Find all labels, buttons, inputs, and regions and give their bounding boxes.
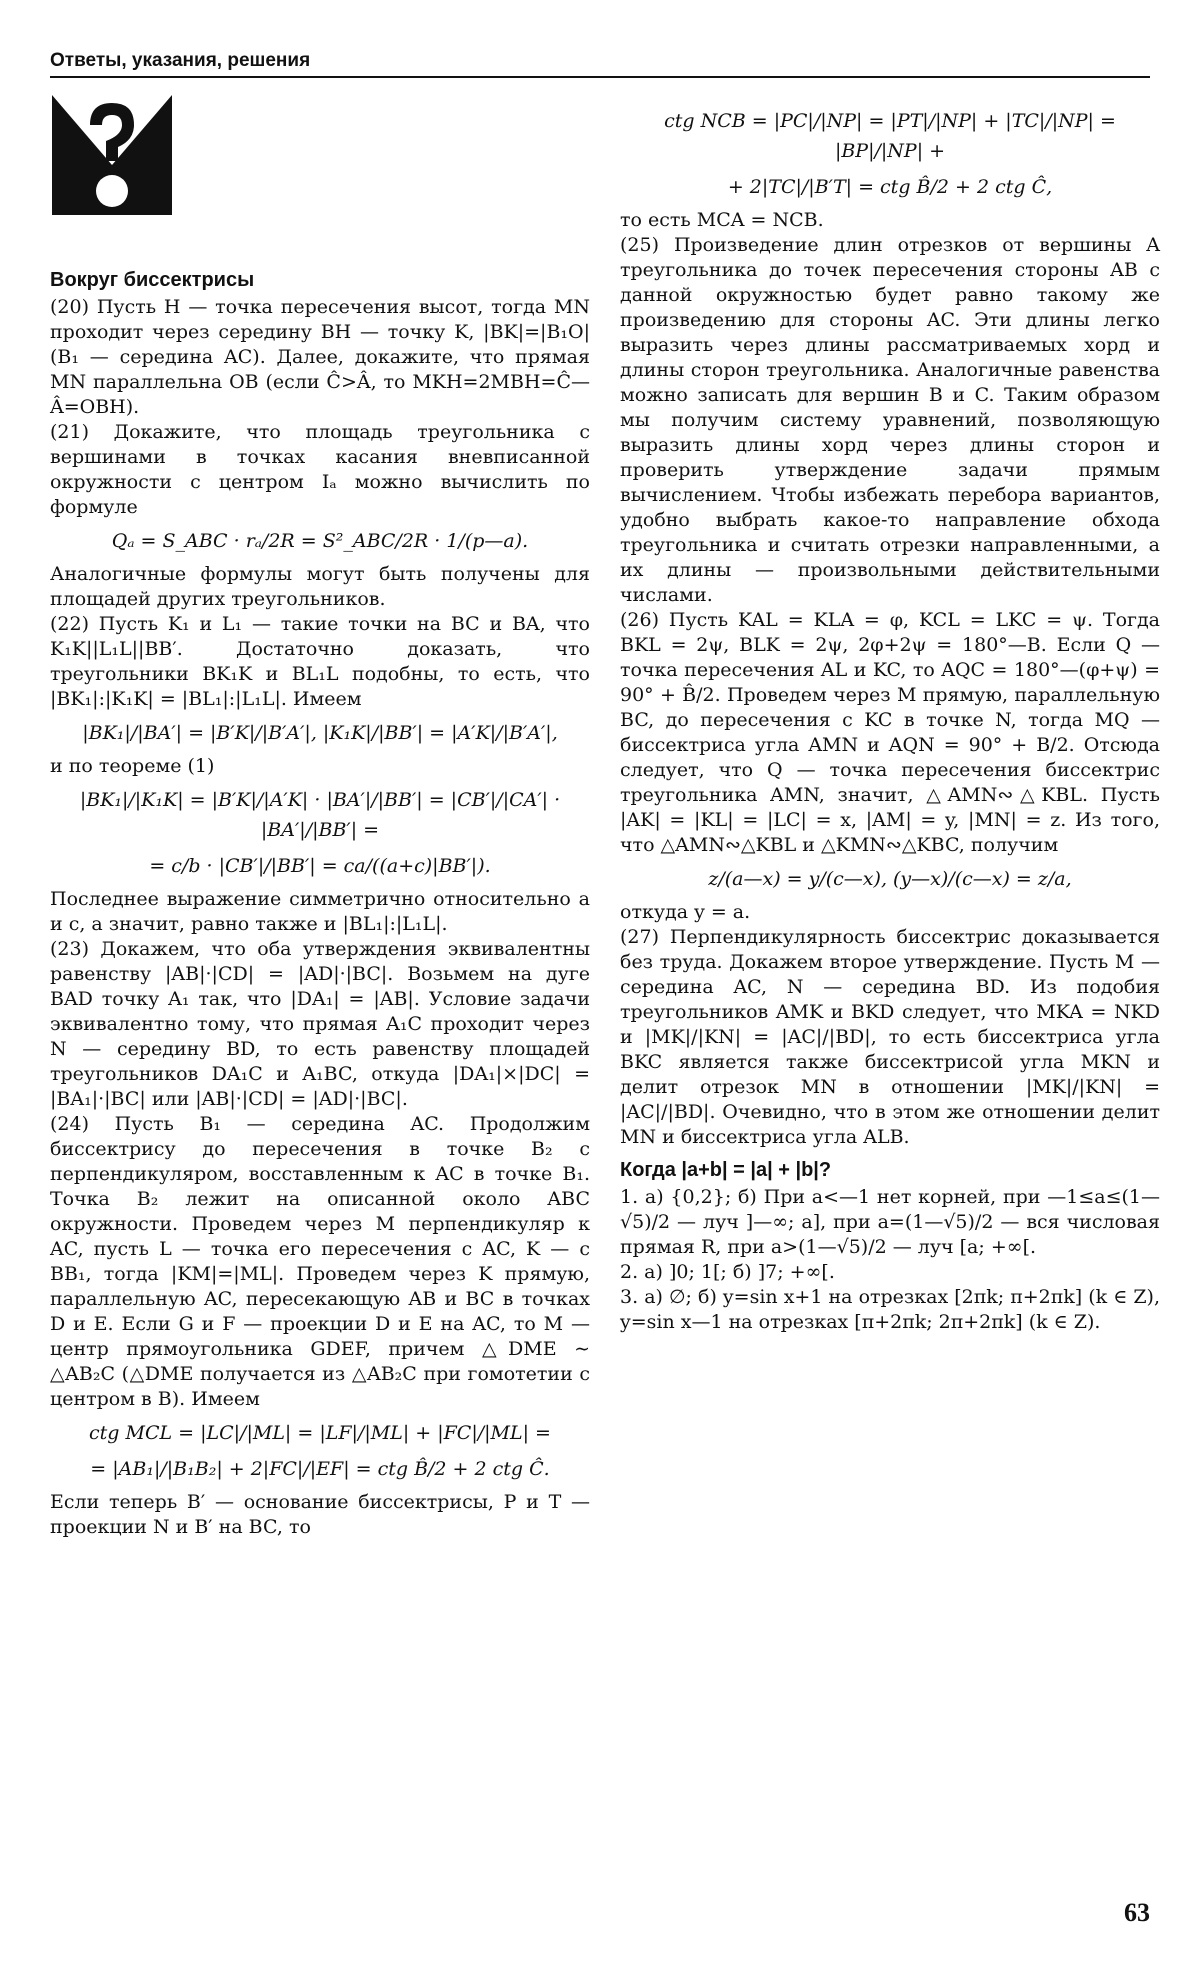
answer-22: (22) Пусть K₁ и L₁ — такие точки на BC и BA, что K₁K||L₁L||BB′. Достаточно доказать, что треугольники BK₁K и BL₁L подобны, то есть, что |BK₁|:|K₁K| = |BL₁|:|L₁L|. Имеем	[50, 613, 590, 710]
answer-24: (24) Пусть B₁ — середина AC. Продолжим биссектрису до пересечения в точке B₂ с перпендикуляром, восставленным к AC в точке B₁. Точка B₂ лежит на описанной около ABC окружности. Проведем через M перпендикуляр к AC, пусть L — точка его пересечения с AC, K — с BB₁, тогда |KM|=|ML|. Проведем через K прямую, параллельную AC, пересекающую AB и BC в точках D и E. Если G и F — проекции D и E на AC, то M — центр прямоугольника GDEF, причем △DME ∼ △AB₂C (△DME получается из △AB₂C при гомотетии с центром в B). Имеем	[50, 1113, 590, 1410]
answer-21-note: Аналогичные формулы могут быть получены для площадей других треугольников.	[50, 563, 590, 610]
header-rule	[50, 76, 1150, 78]
left-column	[50, 268, 590, 1540]
answer-27: (27) Перпендикулярность биссектрис доказывается без труда. Докажем второе утверждение. Пусть M — середина AC, N — середина BD. Из подобия треугольников AMK и BKD следует, что MKA = NKD и |MK|/|KN| = |AC|/|BD|, то есть биссектриса угла BKC является также биссектрисой угла MKN и делит отрезок MN в отношении |MK|/|KN| = |AC|/|BD|. Очевидно, что в этом же отношении делит MN и биссектриса угла ALB.	[620, 926, 1160, 1148]
page-number: 63	[1124, 1898, 1150, 1927]
section-title-abs: Когда |a+b| = |a| + |b|?	[620, 1159, 832, 1181]
solution-1: 1. а) {0,2}; б) При a<—1 нет корней, при —1≤a≤(1—√5)/2 — луч ]—∞; a], при a=(1—√5)/2 — вся числовая прямая R, при a>(1—√5)/2 — луч [a; +∞[.	[620, 1186, 1160, 1258]
formula-26: z/(a—x) = y/(c—x), (y—x)/(c—x) = z/a,	[708, 868, 1072, 890]
running-header: Ответы, указания, решения	[50, 50, 311, 71]
answer-20: (20) Пусть H — точка пересечения высот, тогда MN проходит через середину BH — точку K, |BK|=|B₁O| (B₁ — середина AC). Далее, докажите, что прямая MN параллельна OB (если Ĉ>Â, то MKH=2MBH=Ĉ—Â=OBH).	[50, 296, 590, 418]
answer-26: (26) Пусть KAL = KLA = φ, KCL = LKC = ψ. Тогда BKL = 2ψ, BLK = 2ψ, 2φ+2ψ = 180°—B. Если Q — точка пересечения AL и KC, то AQC = 180°—(φ+ψ) = 90° + B̂/2. Проведем через M прямую, параллельную BC, до пересечения с KC в точке N, тогда MQ — биссектриса угла AMN и AQN = 90° + B/2. Отсюда следует, что Q — точка пересечения биссектрис треугольника AMN, значит, △AMN∾△KBL. Пусть |AK| = |KL| = |LC| = x, |AM| = y, |MN| = z. Из того, что △AMN∾△KBL и △KMN∾△KBC, получим	[620, 609, 1160, 856]
formula-21: Qₐ = S_ABC · rₐ/2R = S²_ABC/2R · 1/(p—a).	[111, 530, 529, 552]
formula-24a: ctg MCL = |LC|/|ML| = |LF|/|ML| + |FC|/|ML| =	[89, 1422, 551, 1444]
answer-25: (25) Произведение длин отрезков от вершины A треугольника до точек пересечения стороны AB с данной окружностью будет равно такому же произведению для стороны AC. Эти длины легко выразить через длины рассматриваемых хорд и длины сторон треугольника. Аналогичные равенства можно записать для вершин B и C. Таким образом мы получим систему уравнений, позволяющую выразить длины хорд через длины сторон и проверить утверждение задачи прямым вычислением. Чтобы избежать перебора вариантов, удобно выбрать какое-то направление обхода треугольника и считать отрезки направленными, а их длины — произвольными действительными числами.	[620, 234, 1160, 606]
solution-3: 3. а) ∅; б) y=sin x+1 на отрезках [2πk; π+2πk] (k ∈ Z), y=sin x—1 на отрезках [π+2πk; 2π+2πk] (k ∈ Z).	[620, 1286, 1160, 1333]
solution-2: 2. а) ]0; 1[; б) ]7; +∞[.	[620, 1261, 835, 1283]
formula-22c: = c/b · |CB′|/|BB′| = ca/((a+c)|BB′|).	[149, 855, 491, 877]
answer-24-end: то есть MCA = NCB.	[620, 209, 824, 231]
formula-24d: + 2|TC|/|B′T| = ctg B̂/2 + 2 ctg Ĉ,	[727, 176, 1053, 198]
right-column	[620, 100, 1160, 1335]
formula-22b: |BK₁|/|K₁K| = |B′K|/|A′K| · |BA′|/|BB′| = |CB′|/|CA′| · |BA′|/|BB′| =	[79, 789, 561, 841]
section-title-bisector: Вокруг биссектрисы	[50, 269, 255, 291]
answer-26-end: откуда y = a.	[620, 901, 751, 923]
formula-24c: ctg NCB = |PC|/|NP| = |PT|/|NP| + |TC|/|NP| = |BP|/|NP| +	[664, 110, 1116, 162]
formula-24b: = |AB₁|/|B₁B₂| + 2|FC|/|EF| = ctg B̂/2 + 2 ctg Ĉ.	[90, 1458, 550, 1480]
answer-22-theorem: и по теореме (1)	[50, 755, 215, 777]
formula-22a: |BK₁|/|BA′| = |B′K|/|B′A′|, |K₁K|/|BB′| = |A′K|/|B′A′|,	[82, 722, 558, 744]
answer-23: (23) Докажем, что оба утверждения эквивалентны равенству |AB|·|CD| = |AD|·|BC|. Возьмем на дуге BAD точку A₁ так, что |DA₁| = |AB|. Условие задачи эквивалентно тому, что прямая A₁C проходит через N — середину BD, то есть равенству площадей треугольников DA₁C и A₁BC, откуда |DA₁|×|DC| = |BA₁|·|BC| или |AB|·|CD| = |AD|·|BC|.	[50, 938, 590, 1110]
answer-21: (21) Докажите, что площадь треугольника с вершинами в точках касания вневписанной окружности с центром Iₐ можно вычислить по формуле	[50, 421, 590, 518]
question-mark-logo	[52, 95, 172, 215]
answer-22-conclusion: Последнее выражение симметрично относительно a и c, а значит, равно также и |BL₁|:|L₁L|.	[50, 888, 590, 935]
answer-24-cont: Если теперь B′ — основание биссектрисы, P и T — проекции N и B′ на BC, то	[50, 1491, 590, 1538]
